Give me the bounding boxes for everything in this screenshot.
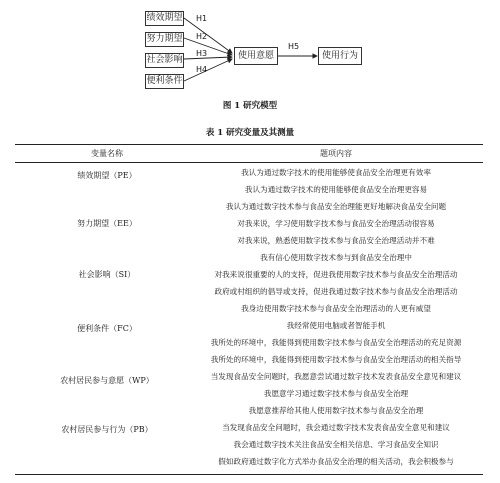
variable-pb: 农村居民参与行为（PB） — [61, 425, 153, 434]
table-row: 我认为通过数字技术参与食品安全治理能更好地解决食品安全问题 — [225, 202, 447, 211]
table-top-rule — [15, 144, 483, 145]
label-h2: H2 — [196, 32, 208, 41]
table-row: 政府或村组织的倡导或支持，促进我通过数字技术参与食品安全治理活动 — [214, 287, 458, 296]
box-effort-expectancy: 努力期望 — [145, 32, 184, 47]
table-row: 对我来说，熟悉使用数字技术参与食品安全治理活动并不难 — [237, 236, 435, 245]
table-row: 我会通过数字技术关注食品安全相关信息、学习食品安全知识 — [233, 440, 439, 449]
box-performance-expectancy: 绩效期望 — [145, 11, 184, 26]
variable-pe: 绩效期望（PE） — [77, 171, 137, 180]
header-items: 题项内容 — [320, 149, 352, 158]
table-caption: 表 1 研究变量及其测量 — [205, 128, 295, 138]
arrow-h2 — [184, 38, 232, 55]
box-behavior: 使用行为 — [318, 47, 362, 65]
box-intention: 使用意愿 — [234, 47, 278, 65]
table-row: 我愿意学习通过数字技术参与食品安全治理 — [263, 389, 409, 398]
label-h1: H1 — [196, 14, 208, 23]
variable-ee: 努力期望（EE） — [77, 219, 137, 228]
arrow-h3 — [184, 57, 232, 59]
box-social-influence: 社会影响 — [145, 53, 184, 68]
table-header-rule — [15, 162, 483, 163]
table-row: 假如政府通过数字化方式举办食品安全治理的相关活动，我会积极参与 — [218, 457, 454, 466]
table-row: 我所处的环境中，我能得到使用数字技术参与食品安全治理活动的相关指导 — [210, 355, 462, 364]
arrow-h1 — [184, 18, 232, 53]
box-facilitating-conditions: 便利条件 — [145, 74, 184, 89]
figure-caption: 图 1 研究模型 — [222, 101, 278, 111]
table-row: 我认为通过数字技术的使用能够使食品安全治理更容易 — [244, 185, 428, 194]
table-bottom-rule — [15, 474, 483, 475]
table-row: 我身边使用数字技术参与食品安全治理活动的人更有威望 — [241, 304, 431, 313]
arrow-h4 — [184, 59, 232, 81]
variable-fc: 便利条件（FC） — [77, 324, 137, 333]
table-row: 我经常使用电脑或者智能手机 — [286, 321, 386, 330]
table-row: 我认为通过数字技术的使用能够使食品安全治理更有效率 — [241, 168, 431, 177]
label-h4: H4 — [196, 65, 208, 74]
table-row: 我有信心使用数字技术参与到食品安全治理中 — [260, 253, 412, 262]
label-h5: H5 — [288, 42, 300, 51]
table-row: 当发现食品安全问题时，我愿意尝试通过数字技术发表食品安全意见和建议 — [210, 372, 462, 381]
table-row: 对我来说，学习使用数字技术参与食品安全治理活动很容易 — [237, 219, 435, 228]
table-row: 对我来说很重要的人的支持，促进我使用数字技术参与食品安全治理活动 — [214, 270, 458, 279]
variable-si: 社会影响（SI） — [78, 270, 136, 279]
table-row: 我愿意推荐给其他人使用数字技术参与食品安全治理 — [248, 406, 424, 415]
label-h3: H3 — [196, 49, 208, 58]
table-row: 当发现食品安全问题时，我会通过数字技术发表食品安全意见和建议 — [222, 423, 450, 432]
variable-wp: 农村居民参与意愿（WP） — [60, 376, 154, 385]
table-row: 我所处的环境中，我能得到使用数字技术参与食品安全治理活动的充足资源 — [210, 338, 462, 347]
header-variable: 变量名称 — [91, 149, 123, 158]
